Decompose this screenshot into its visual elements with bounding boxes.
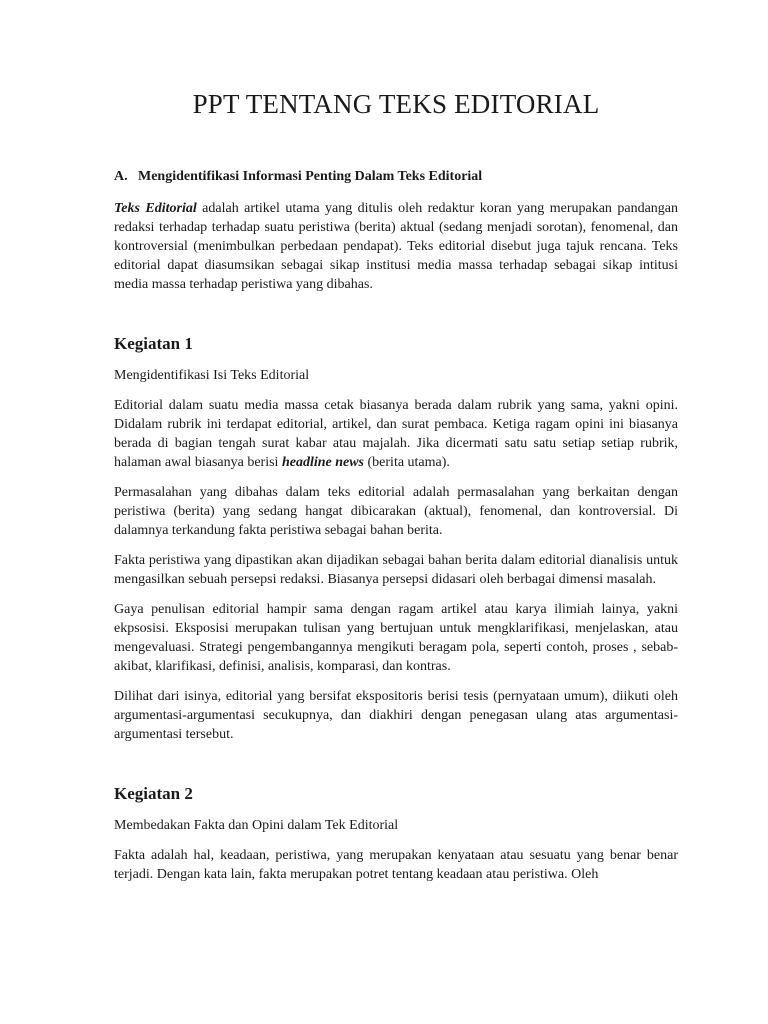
headline-news-term: headline news: [281, 454, 365, 470]
document-page: [114, 88, 678, 895]
teks-editorial-term: Teks Editorial: [114, 200, 197, 216]
kegiatan-1-paragraph-5: Dilihat dari isinya, editorial yang bersifat ekspositoris berisi tesis (pernyataan umum), diikuti oleh argumentasi-argumentasi secukupnya, dan diakhiri dengan penegasan ulang atas argumentasi-argumentasi tersebut.: [114, 688, 678, 742]
document-title: PPT TENTANG TEKS EDITORIAL: [192, 89, 600, 119]
kegiatan-2-heading: Kegiatan 2: [114, 783, 193, 803]
kegiatan-1-paragraph-2: Permasalahan yang dibahas dalam teks editorial adalah permasalahan yang berkaitan dengan peristiwa (berita) yang sedang hangat dibicarakan (aktual), fenomenal, dan kontroversial. Di dalamnya terkandung fakta peristiwa sebagai bahan berita.: [114, 484, 678, 538]
kegiatan-1-paragraph-1: [114, 396, 678, 472]
section-a-marker: A.: [114, 169, 128, 185]
section-a-paragraph-text: adalah artikel utama yang ditulis oleh redaktur koran yang merupakan pandangan redaksi terhadap terhadap suatu peristiwa (berita) aktual (sedang menjadi sorotan), fenomenal, dan kontroversial (menimbulkan perbedaan pendapat). Teks editorial disebut juga tajuk rencana. Teks editorial dapat diasumsikan sebagai sikap institusi media massa terhadap sebagai sikap intitusi media massa terhadap peristiwa yang dibahas.: [114, 200, 678, 292]
kegiatan-1-paragraph-1-end: (berita utama).: [364, 454, 450, 470]
kegiatan-1-subheading: Mengidentifikasi Isi Teks Editorial: [114, 367, 310, 383]
kegiatan-1-paragraph-4: Gaya penulisan editorial hampir sama dengan ragam artikel atau karya ilimiah lainya, yakni ekpsosisi. Eksposisi merupakan tulisan yang bertujuan untuk mengklarifikasi, menjelaskan, atau mengevaluasi. Strategi pengembangannya mengikuti beragam pola, seperti contoh, proses , sebab-akibat, klarifikasi, definisi, analisis, komparasi, dan kontras.: [114, 601, 678, 674]
kegiatan-1-heading: Kegiatan 1: [114, 333, 193, 353]
kegiatan-2-subheading: Membedakan Fakta dan Opini dalam Tek Editorial: [114, 818, 399, 834]
kegiatan-2-paragraph-1: Fakta adalah hal, keadaan, peristiwa, yang merupakan kenyataan atau sesuatu yang benar benar terjadi. Dengan kata lain, fakta merupakan potret tentang keadaan atau peristiwa. Oleh: [114, 848, 678, 883]
section-a-paragraph: [114, 199, 678, 294]
section-a-heading-text: Mengidentifikasi Informasi Penting Dalam Teks Editorial: [138, 169, 483, 185]
section-a-heading: [114, 168, 678, 186]
kegiatan-1-paragraph-1-text: Editorial dalam suatu media massa cetak biasanya berada dalam rubrik yang sama, yakni opini. Didalam rubrik ini terdapat editorial, artikel, dan surat pembaca. Ketiga ragam opini ini biasanya berada di bagian tengah surat kabar atau majalah. Jika dicermati satu satu setiap setiap rubrik, halaman awal biasanya berisi: [114, 397, 678, 470]
kegiatan-1-paragraph-3: Fakta peristiwa yang dipastikan akan dijadikan sebagai bahan berita dalam editorial dianalisis untuk mengasilkan sebuah persepsi redaksi. Biasanya persepsi didasari oleh berbagai dimensi masalah.: [114, 552, 678, 587]
